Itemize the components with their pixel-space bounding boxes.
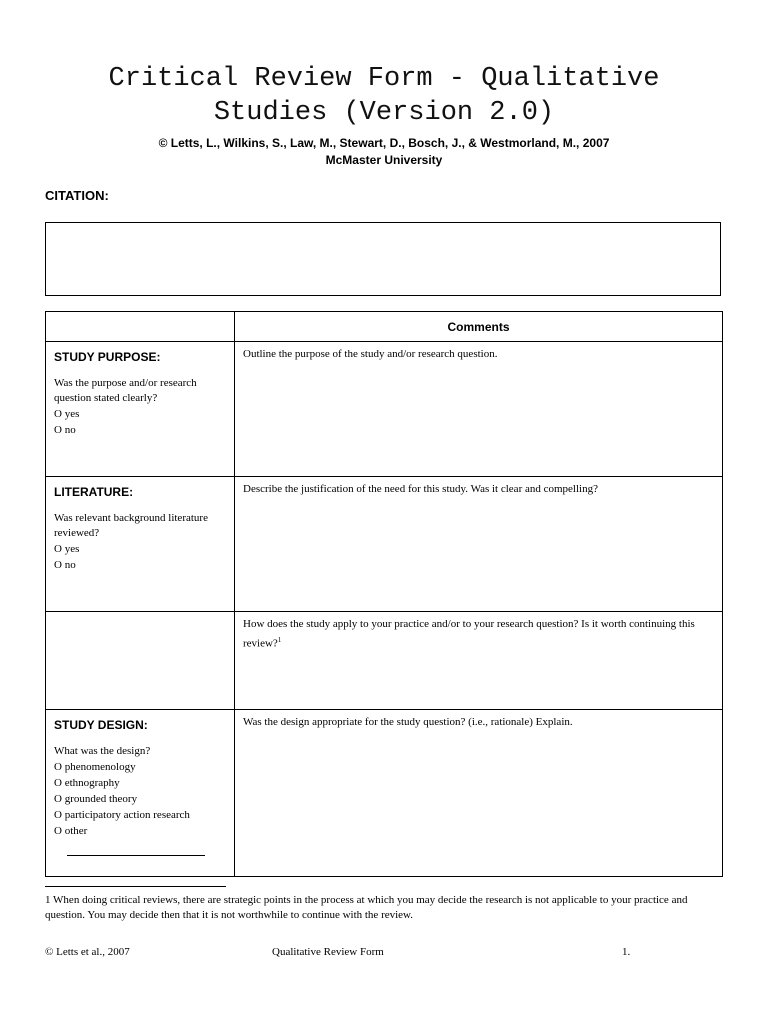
option-no[interactable]: O no bbox=[54, 559, 76, 571]
footnote-text: 1 When doing critical reviews, there are strategic points in the process at which you may decide the research is not applicable to your practice and question. You may decide then that it is not worthwhile to continue with the review. bbox=[45, 894, 688, 921]
option-other[interactable]: O other bbox=[54, 825, 88, 837]
title-line-2: Studies (Version 2.0) bbox=[213, 98, 555, 128]
literature-comment[interactable] bbox=[235, 477, 723, 612]
apply-empty-cell bbox=[46, 612, 235, 710]
option-phenomenology[interactable]: O phenomenology bbox=[54, 761, 136, 773]
study-design-cell bbox=[46, 710, 235, 877]
study-purpose-question: Was the purpose and/or research question stated clearly? bbox=[54, 377, 197, 404]
footnote-separator bbox=[45, 886, 226, 887]
study-purpose-title: STUDY PURPOSE: bbox=[54, 350, 161, 364]
option-no[interactable]: O no bbox=[54, 424, 76, 436]
apply-comment[interactable] bbox=[235, 612, 723, 710]
other-fill-line[interactable] bbox=[67, 855, 205, 856]
apply-row bbox=[46, 612, 723, 710]
literature-cell bbox=[46, 477, 235, 612]
literature-row bbox=[46, 477, 723, 612]
option-ethnography[interactable]: O ethnography bbox=[54, 777, 120, 789]
study-design-title: STUDY DESIGN: bbox=[54, 718, 148, 732]
footer-form-name: Qualitative Review Form bbox=[272, 946, 384, 958]
citation-label: CITATION: bbox=[45, 188, 109, 203]
study-purpose-cell bbox=[46, 342, 235, 477]
authors-block bbox=[0, 135, 768, 169]
authors-line: © Letts, L., Wilkins, S., Law, M., Stewart, D., Bosch, J., & Westmorland, M., 2007 bbox=[158, 136, 610, 150]
apply-prompt: How does the study apply to your practice and/or to your research question? Is it worth continuing this review? bbox=[243, 618, 695, 650]
study-purpose-comment[interactable] bbox=[235, 342, 723, 477]
option-participatory-action-research[interactable]: O participatory action research bbox=[54, 809, 190, 821]
header-empty-cell bbox=[46, 312, 235, 342]
study-design-prompt: Was the design appropriate for the study question? (i.e., rationale) Explain. bbox=[243, 716, 573, 728]
literature-prompt: Describe the justification of the need for this study. Was it clear and compelling? bbox=[243, 483, 598, 495]
footer-copyright: © Letts et al., 2007 bbox=[45, 946, 130, 958]
option-grounded-theory[interactable]: O grounded theory bbox=[54, 793, 138, 805]
citation-box[interactable] bbox=[45, 222, 721, 296]
table-header-row bbox=[46, 312, 723, 342]
study-design-question: What was the design? bbox=[54, 745, 151, 757]
literature-question: Was relevant background literature reviewed? bbox=[54, 512, 208, 539]
review-table bbox=[45, 311, 723, 877]
title-line-1: Critical Review Form - Qualitative bbox=[108, 64, 660, 94]
footnote-marker: 1 bbox=[277, 636, 282, 644]
study-purpose-row bbox=[46, 342, 723, 477]
option-yes[interactable]: O yes bbox=[54, 408, 80, 420]
study-purpose-prompt: Outline the purpose of the study and/or research question. bbox=[243, 348, 498, 360]
institution-line: McMaster University bbox=[325, 153, 443, 167]
form-title bbox=[0, 62, 768, 130]
study-design-comment[interactable] bbox=[235, 710, 723, 877]
literature-title: LITERATURE: bbox=[54, 485, 134, 499]
comments-header: Comments bbox=[235, 312, 723, 342]
option-yes[interactable]: O yes bbox=[54, 543, 80, 555]
study-design-row bbox=[46, 710, 723, 877]
footer-page-number: 1. bbox=[622, 946, 631, 958]
